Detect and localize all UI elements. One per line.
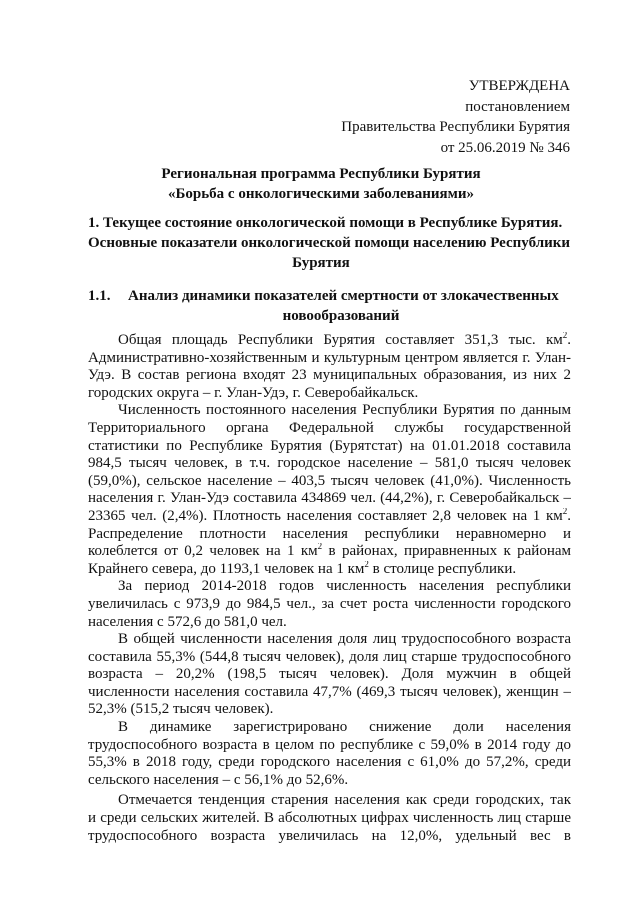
title-line: Региональная программа Республики Бурятия [161,166,481,182]
paragraph [88,578,571,631]
text-line: городских округа – г. Улан-Удэ, г. Северобайкальск. [88,384,419,401]
body-text [88,332,571,845]
section-heading-line: Бурятия [292,255,350,271]
superscript: 2 [562,507,568,516]
text-line: возраста – 20,2% (198,5 тысяч человек). Доля мужчин в общей [88,666,571,683]
subsection-heading [88,286,559,326]
text-line: сельского населения – с 56,1% до 52,6%. [88,771,349,788]
text-line: Общая площадь Республики Бурятия составляет 351,3 тыс. $км^2$. [118,332,571,348]
approval-line: Правительства Республики Бурятия [341,119,570,135]
approval-line: УТВЕРЖДЕНА [468,78,570,94]
text-line: Крайнего севера, до 1193,1 человек на 1 $км^2$ в столице республики. [88,560,517,577]
approval-date: от 25.06.2019 № 346 [440,139,570,156]
text-line: трудоспособного возраста увеличилась на 12,0%, удельный вес в [88,827,571,844]
text-line: (59,0%), сельское население – 403,5 тысяч человек (41,0%). Численность [88,472,571,489]
text-line: Численность постоянного населения Республики Бурятия по данным [118,402,571,419]
text-line: составила 55,3% (544,8 тысяч человек), доля лиц старше трудоспособного [88,648,571,665]
title-line: «Борьба с онкологическими заболеваниями» [167,186,475,202]
text-line: трудоспособного возраста в целом по республике с 59,0% в 2014 году до [88,736,571,753]
paragraph [88,719,571,789]
text-line: и среди сельских жителей. В абсолютных цифрах численность лиц старше [88,810,571,827]
text-line: 23365 чел. (2,4%). Плотность населения составляет 2,8 человек на 1 $км^2$. [88,507,571,524]
text-line: населения с 572,6 до 581,0 чел. [88,613,287,630]
approval-stamp [341,76,570,158]
paragraph [88,792,571,845]
text-line: численности населения составила 47,7% (469,3 тысяч человек), женщин – [88,683,571,700]
subsection-heading-line: новообразований [282,308,400,324]
paragraph [88,402,571,578]
text-line: населения г. Улан-Удэ составила 434869 чел. (44,2%), г. Северобайкальск – [88,490,571,507]
section-heading [88,213,571,273]
text-line: За период 2014-2018 годов численность населения республики [118,578,571,595]
paragraph [88,631,571,719]
section-heading-line: 1. Текущее состояние онкологической помощи в Республике Бурятия. [88,215,563,231]
text-line: 52,3% (515,2 тысяч человек). [88,701,274,718]
paragraph [88,332,571,402]
text-line: Территориального органа Федеральной службы государственной [88,419,571,436]
superscript: 2 [364,560,369,569]
subsection-heading-line: Анализ динамики показателей смертности от злокачественных [128,288,559,304]
text-line: Административно-хозяйственным и культурным центром является г. Улан- [88,349,571,366]
superscript: 2 [562,332,568,340]
text-line: 55,3% в 2018 году, среди городского населения с 61,0% до 57,2%, среди [88,754,571,771]
text-line: Распределение плотности населения республики неравномерно и [88,525,571,542]
text-line: статистики по Республике Бурятия (Бурятстат) на 01.01.2018 составила [88,437,571,454]
subsection-number: 1.1. [88,288,111,304]
document-title [88,164,554,204]
text-line: колеблется от 0,2 человек на 1 $км^2$ в районах, приравненных к районам [88,543,571,560]
superscript: 2 [317,543,323,552]
text-line: увеличилась с 973,9 до 984,5 чел., за счет роста численности городского [88,595,571,612]
text-line: В динамике зарегистрировано снижение доли населения [118,719,571,736]
text-line: Удэ. В состав региона входят 23 муниципальных образования, из них 2 [88,367,571,384]
approval-line: постановлением [465,98,570,115]
text-line: Отмечается тенденция старения населения как среди городских, так [118,792,571,809]
text-line: 984,5 тысяч человек, в т.ч. городское население – 581,0 тысяч человек [88,455,571,472]
text-line: В общей численности населения доля лиц трудоспособного возраста [118,631,571,648]
section-heading-line: Основные показатели онкологической помощи населению Республики [88,235,571,251]
